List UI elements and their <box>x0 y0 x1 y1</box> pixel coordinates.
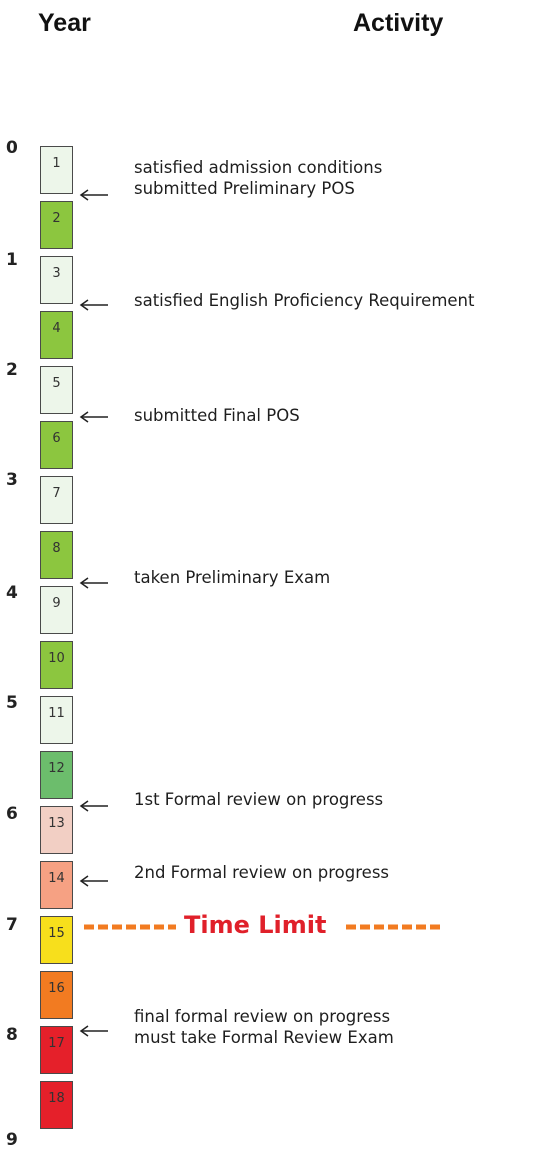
term-number: 7 <box>52 486 61 501</box>
arrow-icon <box>78 189 108 201</box>
time-limit-label: Time Limit <box>184 911 327 939</box>
activity-line: satisfied English Proficiency Requirement <box>134 291 475 310</box>
term-number: 11 <box>48 706 65 721</box>
activity-line: satisfied admission conditions <box>134 158 383 177</box>
term-box <box>40 1026 73 1074</box>
term-box <box>40 146 73 194</box>
term-number: 8 <box>52 541 61 556</box>
term-box <box>40 366 73 414</box>
activity-note <box>134 157 382 199</box>
activity-line: 2nd Formal review on progress <box>134 863 390 882</box>
term-number: 4 <box>52 321 61 336</box>
term-box <box>40 201 73 249</box>
arrow-icon <box>78 299 108 311</box>
year-tick: 1 <box>6 250 18 270</box>
arrow-icon <box>78 577 108 589</box>
term-number: 3 <box>52 266 61 281</box>
year-tick: 7 <box>6 915 18 935</box>
year-tick: 2 <box>6 360 18 380</box>
term-box <box>40 256 73 304</box>
term-box <box>40 421 73 469</box>
term-box <box>40 916 73 964</box>
arrow-icon <box>78 411 108 423</box>
activity-note <box>134 862 389 883</box>
term-box <box>40 696 73 744</box>
term-box <box>40 1081 73 1129</box>
term-box <box>40 861 73 909</box>
term-box <box>40 531 73 579</box>
year-tick: 6 <box>6 804 18 824</box>
term-number: 1 <box>52 156 61 171</box>
activity-line: submitted Preliminary POS <box>134 179 355 198</box>
activity-note <box>134 1006 394 1048</box>
term-number: 6 <box>52 431 61 446</box>
term-number: 14 <box>48 871 65 886</box>
arrow-icon <box>78 800 108 812</box>
term-box <box>40 641 73 689</box>
term-number: 5 <box>52 376 61 391</box>
activity-line: must take Formal Review Exam <box>134 1028 394 1047</box>
activity-note <box>134 789 383 810</box>
term-number: 2 <box>52 211 61 226</box>
year-tick: 8 <box>6 1025 18 1045</box>
year-tick: 5 <box>6 693 18 713</box>
arrow-icon <box>78 875 108 887</box>
activity-line: 1st Formal review on progress <box>134 790 384 809</box>
year-tick: 0 <box>6 138 18 158</box>
activity-note <box>134 567 330 588</box>
term-number: 17 <box>48 1036 65 1051</box>
year-tick: 9 <box>6 1130 18 1150</box>
term-box <box>40 971 73 1019</box>
activity-line: submitted Final POS <box>134 406 300 425</box>
term-number: 18 <box>48 1091 65 1106</box>
arrow-icon <box>78 1025 108 1037</box>
term-box <box>40 586 73 634</box>
term-box <box>40 476 73 524</box>
term-number: 9 <box>52 596 61 611</box>
activity-line: final formal review on progress <box>134 1007 391 1026</box>
term-number: 15 <box>48 926 65 941</box>
year-header: Year <box>38 9 91 37</box>
activity-note <box>134 290 474 311</box>
term-number: 12 <box>48 761 65 776</box>
term-number: 16 <box>48 981 65 996</box>
activity-line: taken Preliminary Exam <box>134 568 331 587</box>
activity-note <box>134 405 300 426</box>
term-box <box>40 751 73 799</box>
year-tick: 4 <box>6 583 18 603</box>
term-box <box>40 311 73 359</box>
term-box <box>40 806 73 854</box>
year-tick: 3 <box>6 470 18 490</box>
term-number: 10 <box>48 651 65 666</box>
term-number: 13 <box>48 816 65 831</box>
activity-header: Activity <box>353 9 444 37</box>
